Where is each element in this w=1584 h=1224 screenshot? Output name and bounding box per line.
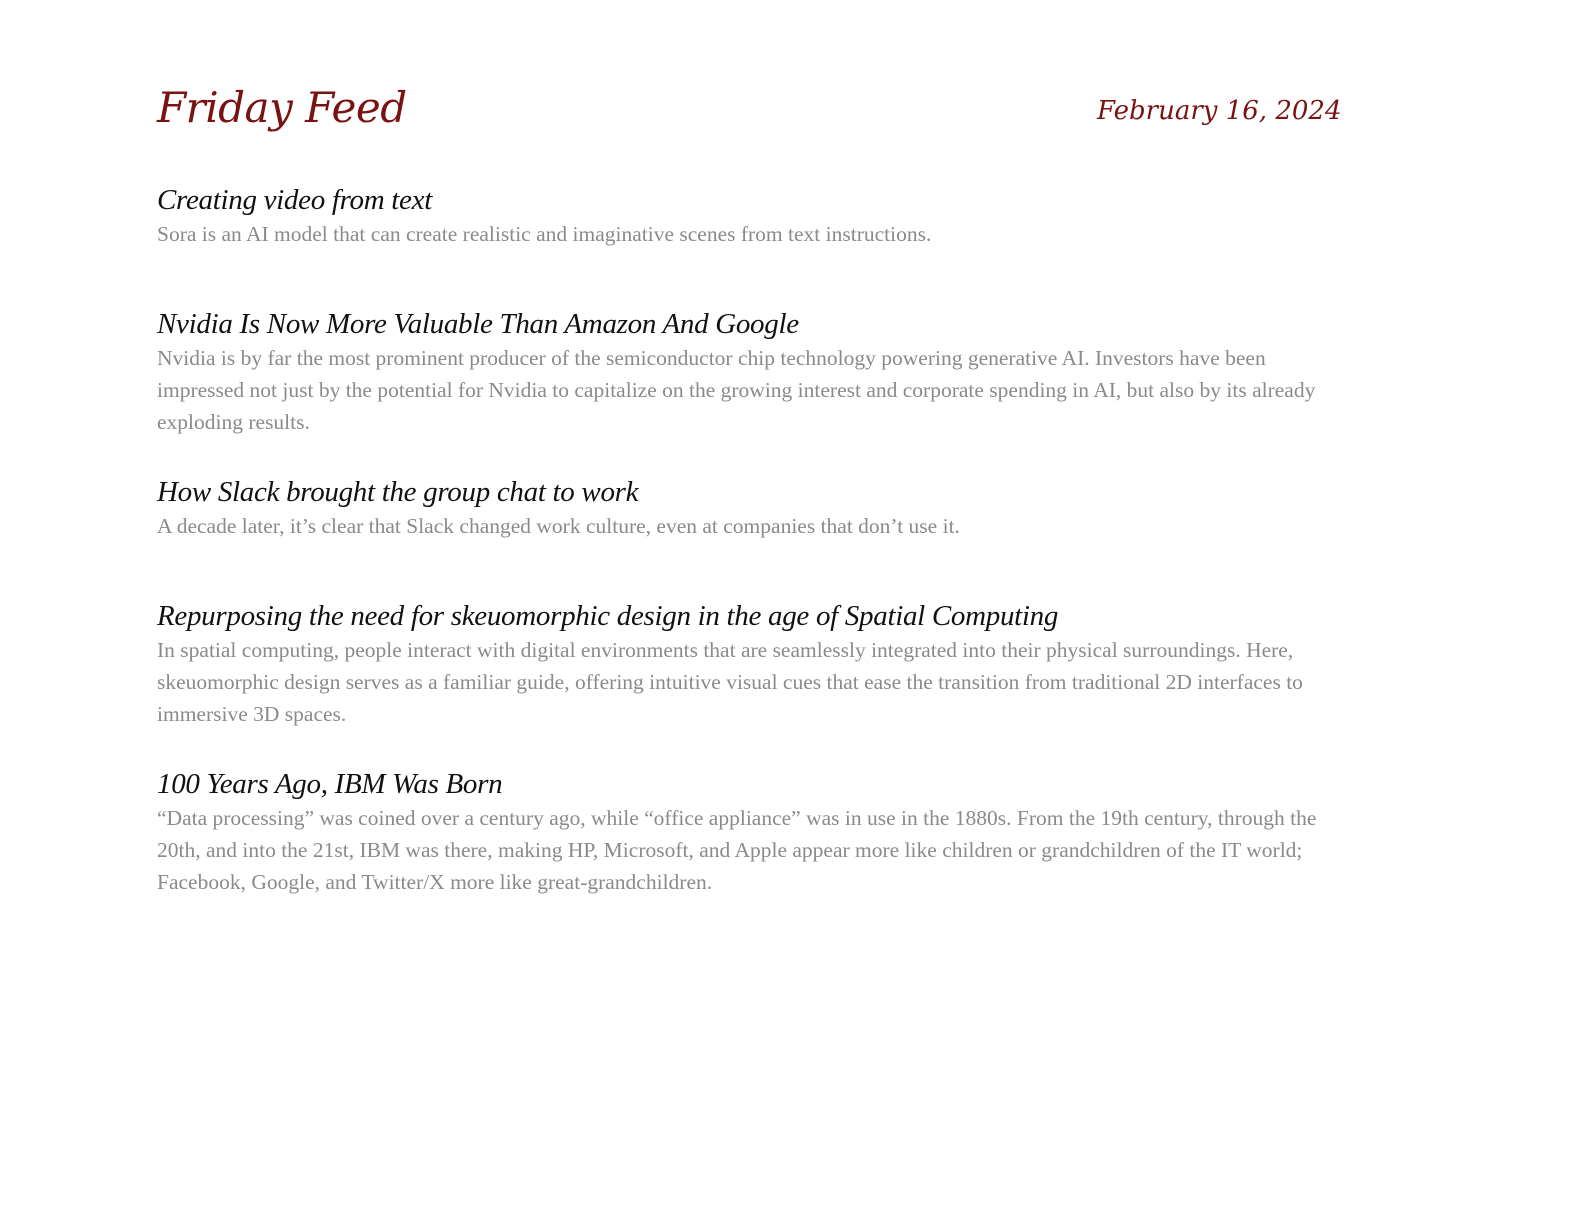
article-headline[interactable]: Nvidia Is Now More Valuable Than Amazon And Google bbox=[157, 308, 799, 340]
feed-page bbox=[157, 82, 1357, 894]
article-summary: In spatial computing, people interact with digital environments that are seamlessly integrated into their physical surroundings. Here, skeuomorphic design serves as a familiar guide, offering intuitive visual cues that ease the transition from traditional 2D interfaces to immersive 3D spaces. bbox=[157, 638, 1303, 726]
article-headline[interactable]: 100 Years Ago, IBM Was Born bbox=[157, 768, 503, 800]
article-headline[interactable]: Repurposing the need for skeuomorphic design in the age of Spatial Computing bbox=[157, 600, 1059, 632]
article-skeuomorphic bbox=[157, 598, 1357, 730]
article-ibm bbox=[157, 766, 1357, 898]
article-summary: Nvidia is by far the most prominent producer of the semiconductor chip technology powering generative AI. Investors have been impressed not just by the potential for Nvidia to capitalize on the growing interest and corporate spending in AI, but also by its already exploding results. bbox=[157, 346, 1316, 434]
article-sora bbox=[157, 182, 1357, 250]
article-summary: A decade later, it’s clear that Slack changed work culture, even at companies that don’t use it. bbox=[157, 514, 960, 538]
article-nvidia bbox=[157, 306, 1357, 438]
feed-header bbox=[157, 82, 1357, 172]
article-slack bbox=[157, 474, 1357, 542]
article-summary: “Data processing” was coined over a century ago, while “office appliance” was in use in the 1880s. From the 19th century, through the 20th, and into the 21st, IBM was there, making HP, Microsoft, and Apple appear more like children or grandchildren of the IT world; Facebook, Google, and Twitter/X more like great-grandchildren. bbox=[157, 806, 1317, 894]
article-headline[interactable]: How Slack brought the group chat to work bbox=[157, 476, 639, 508]
page-title: Friday Feed bbox=[157, 83, 407, 132]
article-headline[interactable]: Creating video from text bbox=[157, 184, 432, 216]
feed-date: February 16, 2024 bbox=[1097, 96, 1342, 126]
article-summary: Sora is an AI model that can create realistic and imaginative scenes from text instructions. bbox=[157, 222, 932, 246]
